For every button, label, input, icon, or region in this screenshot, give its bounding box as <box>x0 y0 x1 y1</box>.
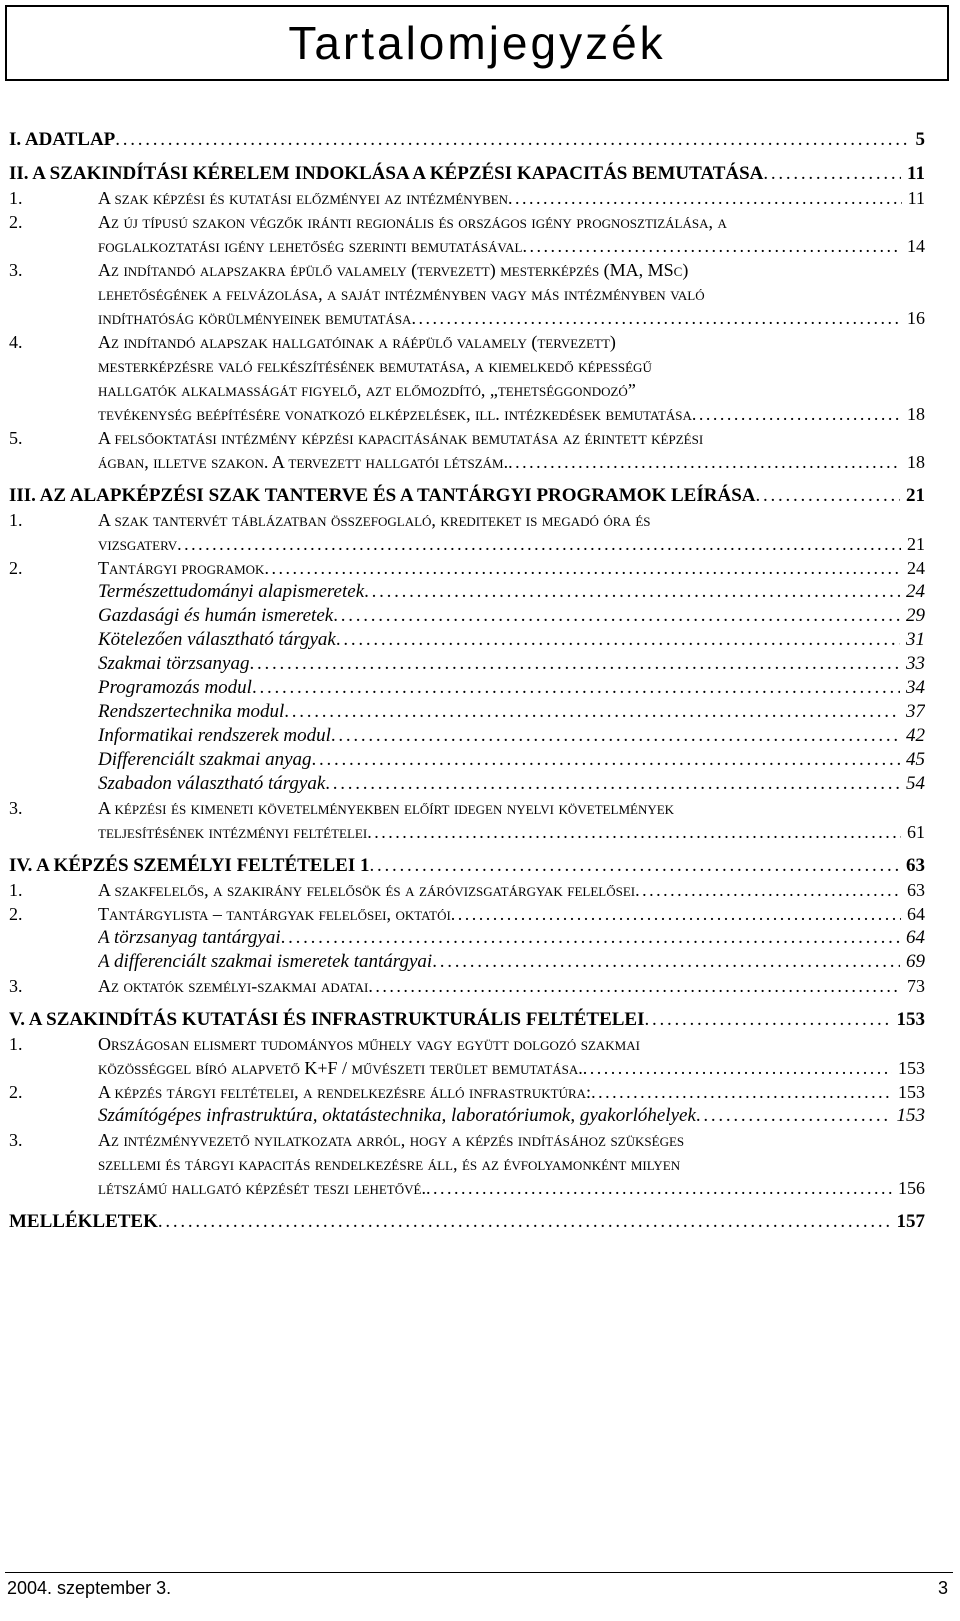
section-gap <box>9 998 925 1008</box>
section-gap <box>9 474 925 484</box>
toc-entry[interactable] <box>9 1080 925 1104</box>
toc-entry-number: 4. <box>9 332 23 352</box>
toc-entry-page: 64 <box>900 926 925 950</box>
title-box <box>5 5 949 81</box>
toc-entry[interactable] <box>9 556 925 580</box>
toc-entry-page: 69 <box>900 950 925 974</box>
toc-entry-text: Természettudományi alapismeretek . . . <box>98 580 925 604</box>
toc-entry-page: 21 <box>900 484 925 508</box>
toc-entry-text: II. A SZAKINDÍTÁSI KÉRELEM INDOKLÁSA A KÉPZÉSI KAPACITÁS BEMUTATÁSA . . . <box>9 162 925 186</box>
toc-entry-text: A szak képzési és kutatási előzményei az intézményben . . . <box>98 186 925 210</box>
toc-entry-text: III. AZ ALAPKÉPZÉSI SZAK TANTERVE ÉS A TANTÁRGYI PROGRAMOK LEÍRÁSA . . . <box>9 484 925 508</box>
toc-entry-text: ágban, illetve szakon. A tervezett hallgatói létszám. . . . <box>98 450 925 474</box>
toc-entry[interactable] <box>9 724 925 748</box>
toc-entry-text: Kötelezően választható tárgyak . . . <box>98 628 925 652</box>
toc-entry[interactable] <box>9 210 925 234</box>
toc-entry[interactable] <box>9 1128 925 1152</box>
footer-page-number: 3 <box>937 1578 948 1598</box>
toc-entry-text: közösséggel bíró alapvető K+F / művészeti terület bemutatása. . . . <box>98 1056 925 1080</box>
toc-entry[interactable] <box>9 234 925 258</box>
toc-entry-text: Programozás modul . . . <box>98 676 925 700</box>
toc-entry-text: Tantárgyi programok . . . <box>98 556 925 580</box>
toc-entry[interactable] <box>9 508 925 532</box>
toc-entry-page: 31 <box>900 628 925 652</box>
toc-entry-page: 64 <box>901 902 925 926</box>
toc-entry-page: 11 <box>902 186 925 210</box>
toc-entry-text: szellemi és tárgyi kapacitás rendelkezésre áll, és az évfolyamonként milyen <box>98 1154 681 1174</box>
toc-entry-text: A differenciált szakmai ismeretek tantárgyai . . . <box>98 950 925 974</box>
toc-entry-page: 153 <box>891 1008 926 1032</box>
toc-entry-text: létszámú hallgató képzését teszi lehetővé. . . . <box>98 1176 925 1200</box>
toc-section-entry[interactable] <box>9 854 925 878</box>
toc-entry[interactable] <box>9 282 925 306</box>
toc-entry-text: A szak tantervét táblázatban összefoglaló, krediteket is megadó óra és <box>98 510 651 530</box>
toc-section-entry[interactable] <box>9 162 925 186</box>
footer-date: 2004. szeptember 3. <box>7 1578 172 1598</box>
toc-entry-page: 63 <box>901 878 925 902</box>
toc-entry-text: Differenciált szakmai anyag . . . <box>98 748 925 772</box>
toc-entry-page: 11 <box>901 162 925 186</box>
toc-entry-number: 1. <box>9 188 23 208</box>
toc-entry-text: Gazdasági és humán ismeretek . . . <box>98 604 925 628</box>
toc-entry-text: I. ADATLAP . . . <box>9 128 925 152</box>
toc-section-entry[interactable] <box>9 1210 925 1234</box>
toc-entry-text: Szakmai törzsanyag . . . <box>98 652 925 676</box>
toc-entry-number: 5. <box>9 428 23 448</box>
toc-entry-page: 24 <box>900 580 925 604</box>
toc-entry-text: Szabadon választható tárgyak . . . <box>98 772 925 796</box>
toc-entry-page: 34 <box>900 676 925 700</box>
toc-entry[interactable] <box>9 1104 925 1128</box>
toc-entry-text: Az intézményvezető nyilatkozata arról, hogy a képzés indításához szükséges <box>98 1130 685 1150</box>
toc-entry-text: A képzés tárgyi feltételei, a rendelkezésre álló infrastruktúra: . . . <box>98 1080 925 1104</box>
toc-entry-text: teljesítésének intézményi feltételei . . . <box>98 820 925 844</box>
toc-entry-text: IV. A KÉPZÉS SZEMÉLYI FELTÉTELEI 1 . . . <box>9 854 925 878</box>
toc-entry-page: 21 <box>901 532 925 556</box>
toc-entry-text: V. A SZAKINDÍTÁS KUTATÁSI ÉS INFRASTRUKTURÁLIS FELTÉTELEI . . . <box>9 1008 925 1032</box>
toc-entry-text: MELLÉKLETEK . . . <box>9 1210 925 1234</box>
toc-entry-text: A szakfelelős, a szakirány felelősök és a záróvizsgatárgyak felelősei . . . <box>98 878 925 902</box>
toc-entry-number: 1. <box>9 880 23 900</box>
toc-entry[interactable] <box>9 378 925 402</box>
toc-entry[interactable] <box>9 950 925 974</box>
toc-entry-page: 157 <box>891 1210 926 1234</box>
toc-entry-page: 18 <box>901 402 925 426</box>
toc-entry[interactable] <box>9 580 925 604</box>
toc-entry[interactable] <box>9 700 925 724</box>
footer-rule <box>5 1572 953 1573</box>
toc-entry[interactable] <box>9 354 925 378</box>
toc-entry[interactable] <box>9 402 925 426</box>
toc-entry-text: A képzési és kimeneti követelményekben előírt idegen nyelvi követelmények <box>98 798 675 818</box>
toc-entry[interactable] <box>9 628 925 652</box>
toc-entry[interactable] <box>9 258 925 282</box>
toc-entry-number: 2. <box>9 558 23 578</box>
toc-entry[interactable] <box>9 1056 925 1080</box>
toc-entry[interactable] <box>9 796 925 820</box>
toc-entry[interactable] <box>9 1152 925 1176</box>
toc-entry[interactable] <box>9 604 925 628</box>
toc-section-entry[interactable] <box>9 484 925 508</box>
toc-entry-page: 156 <box>892 1176 925 1200</box>
toc-entry-number: 2. <box>9 904 23 924</box>
toc-entry-page: 54 <box>900 772 925 796</box>
toc-entry[interactable] <box>9 652 925 676</box>
toc-entry[interactable] <box>9 926 925 950</box>
section-gap <box>9 1200 925 1210</box>
toc-entry-text: vizsgaterv . . . <box>98 532 925 556</box>
toc-entry-number: 3. <box>9 1130 23 1150</box>
toc-entry[interactable] <box>9 306 925 330</box>
toc-entry[interactable] <box>9 426 925 450</box>
toc-entry-text: indíthatóság körülményeinek bemutatása . . . <box>98 306 925 330</box>
toc-entry-text: Tantárgylista – tantárgyak felelősei, oktatói . . . <box>98 902 925 926</box>
toc-entry[interactable] <box>9 748 925 772</box>
toc-entry-text: foglalkoztatási igény lehetőség szerinti bemutatásával . . . <box>98 234 925 258</box>
toc-entry[interactable] <box>9 974 925 998</box>
toc-entry-page: 16 <box>901 306 925 330</box>
toc-entry-page: 5 <box>910 128 926 152</box>
toc-entry-page: 45 <box>900 748 925 772</box>
toc-entry-number: 1. <box>9 510 23 530</box>
section-gap <box>9 152 925 162</box>
toc-entry-text: A felsőoktatási intézmény képzési kapacitásának bemutatása az érintett képzési <box>98 428 704 448</box>
toc-entry-text: A törzsanyag tantárgyai . . . <box>98 926 925 950</box>
toc-entry[interactable] <box>9 902 925 926</box>
toc-entry-page: 24 <box>901 556 925 580</box>
toc-entry-text: Informatikai rendszerek modul . . . <box>98 724 925 748</box>
toc-entry[interactable] <box>9 450 925 474</box>
toc-entry[interactable] <box>9 330 925 354</box>
toc-entry-text: Az oktatók személyi-szakmai adatai . . . <box>98 974 925 998</box>
toc-entry-page: 29 <box>900 604 925 628</box>
toc-entry-page: 73 <box>901 974 925 998</box>
toc-entry-text: tevékenység beépítésére vonatkozó elképzelések, ill. intézkedések bemutatása . . . <box>98 402 925 426</box>
toc-section-entry[interactable] <box>9 128 925 152</box>
toc-entry-text: Az indítandó alapszakra épülő valamely (tervezett) mesterképzés (MA, MSc) <box>98 260 689 280</box>
toc-section-entry[interactable] <box>9 1008 925 1032</box>
toc-entry-text: Rendszertechnika modul . . . <box>98 700 925 724</box>
toc-entry-text: Az indítandó alapszak hallgatóinak a ráépülő valamely (tervezett) <box>98 332 616 352</box>
toc-entry-number: 2. <box>9 212 23 232</box>
toc-entry-text: Az új típusú szakon végzők iránti regionális és országos igény prognosztizálása, a <box>98 212 727 232</box>
toc-entry-page: 42 <box>900 724 925 748</box>
toc-entry[interactable] <box>9 772 925 796</box>
toc-entry-number: 2. <box>9 1082 23 1102</box>
toc-entry[interactable] <box>9 532 925 556</box>
toc-entry-number: 3. <box>9 798 23 818</box>
toc-entry-number: 3. <box>9 260 23 280</box>
toc-entry-text: mesterképzésre való felkészítésének bemutatása, a kiemelkedő képességű <box>98 356 652 376</box>
toc-entry-page: 37 <box>900 700 925 724</box>
toc-entry-text: Országosan elismert tudományos műhely vagy együtt dolgozó szakmai <box>98 1034 640 1054</box>
page-title: Tartalomjegyzék <box>288 17 666 69</box>
toc-entry-page: 63 <box>900 854 925 878</box>
toc-entry-text: Számítógépes infrastruktúra, oktatástechnika, laboratóriumok, gyakorlóhelyek . . . <box>98 1104 925 1128</box>
toc-entry-page: 14 <box>901 234 925 258</box>
toc-entry[interactable] <box>9 878 925 902</box>
toc-entry-page: 153 <box>892 1056 925 1080</box>
section-gap <box>9 844 925 854</box>
toc-entry-page: 61 <box>901 820 925 844</box>
toc-entry[interactable] <box>9 1032 925 1056</box>
toc-entry-text: hallgatók alkalmasságát figyelő, azt előmozdító, „tehetséggondozó” <box>98 380 636 400</box>
toc-entry-page: 153 <box>892 1080 925 1104</box>
toc-entry-text: lehetőségének a felvázolása, a saját intézményben vagy más intézményben való <box>98 284 705 304</box>
toc-entry[interactable] <box>9 676 925 700</box>
toc-entry[interactable] <box>9 1176 925 1200</box>
toc-entry-number: 3. <box>9 976 23 996</box>
toc-entry-number: 1. <box>9 1034 23 1054</box>
table-of-contents <box>9 128 925 1234</box>
toc-entry-page: 33 <box>900 652 925 676</box>
toc-entry[interactable] <box>9 820 925 844</box>
toc-entry-page: 153 <box>891 1104 926 1128</box>
toc-entry[interactable] <box>9 186 925 210</box>
toc-entry-page: 18 <box>901 450 925 474</box>
